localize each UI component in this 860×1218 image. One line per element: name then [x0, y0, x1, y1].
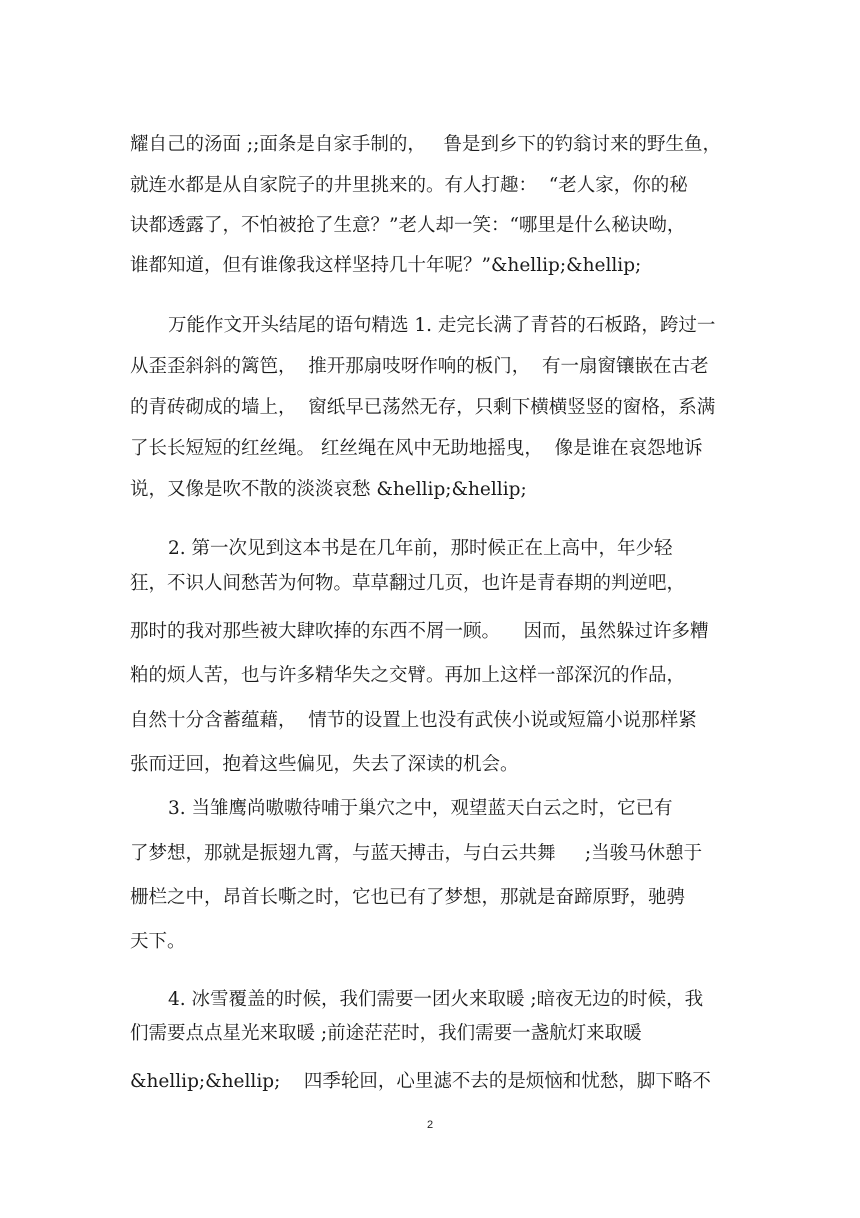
- text-line: 天下。: [130, 931, 186, 952]
- text-line: 粕的烦人苦，也与许多精华失之交臂。再加上这样一部深沉的作品，: [130, 665, 686, 686]
- text-line: 诀都透露了，不怕被抢了生意？”老人却一笑：“哪里是什么秘诀呦，: [130, 215, 686, 236]
- text-line: 耀自己的汤面 ;;面条是自家手制的， 鲁是到乡下的钓翁讨来的野生鱼，: [130, 134, 721, 155]
- text-line: 们需要点点星光来取暖 ;前途茫茫时，我们需要一盏航灯来取暖: [130, 1023, 642, 1044]
- text-line: 2. 第一次见到这本书是在几年前，那时候正在上高中，年少轻: [168, 538, 673, 559]
- text-line: 的青砖砌成的墙上， 窗纸早已荡然无存，只剩下横横竖竖的窗格，系满: [130, 397, 716, 418]
- text-line: 了长长短短的红丝绳。 红丝绳在风中无助地摇曳， 像是谁在哀怨地诉: [130, 438, 703, 459]
- page-number: 2: [426, 1119, 434, 1131]
- text-line: 谁都知道，但有谁像我这样坚持几十年呢？”&hellip;&hellip;: [130, 255, 642, 276]
- text-line: 从歪歪斜斜的篱笆， 推开那扇吱呀作响的板门， 有一扇窗镶嵌在古老: [130, 356, 709, 377]
- text-line: 就连水都是从自家院子的井里挑来的。有人打趣： “老人家，你的秘: [130, 175, 688, 196]
- text-line: 说，又像是吹不散的淡淡哀愁 &hellip;&hellip;: [130, 479, 527, 500]
- text-line: 那时的我对那些被大肆吹捧的东西不屑一顾。 因而，虽然躲过许多糟: [130, 621, 709, 642]
- text-line: 了梦想，那就是振翅九霄，与蓝天搏击，与白云共舞 ;当骏马休憩于: [130, 843, 703, 864]
- text-line: 4. 冰雪覆盖的时候，我们需要一团火来取暖 ;暗夜无边的时候，我: [168, 989, 704, 1010]
- text-line: 狂，不识人间愁苦为何物。草草翻过几页，也许是青春期的判逆吧，: [130, 573, 686, 594]
- text-line: 自然十分含蓄蕴藉， 情节的设置上也没有武侠小说或短篇小说那样紧: [130, 710, 697, 731]
- text-line: &hellip;&hellip; 四季轮回，心里滤不去的是烦恼和忧愁，脚下略不: [130, 1071, 711, 1092]
- text-line: 张而迂回，抱着这些偏见，失去了深读的机会。: [130, 754, 519, 775]
- text-line: 栅栏之中，昂首长嘶之时，它也已有了梦想，那就是奋蹄原野，驰骋: [130, 887, 686, 908]
- text-line: 万能作文开头结尾的语句精选 1. 走完长满了青苔的石板路，跨过一: [168, 315, 716, 336]
- text-line: 3. 当雏鹰尚嗷嗷待哺于巢穴之中，观望蓝天白云之时，它已有: [168, 798, 673, 819]
